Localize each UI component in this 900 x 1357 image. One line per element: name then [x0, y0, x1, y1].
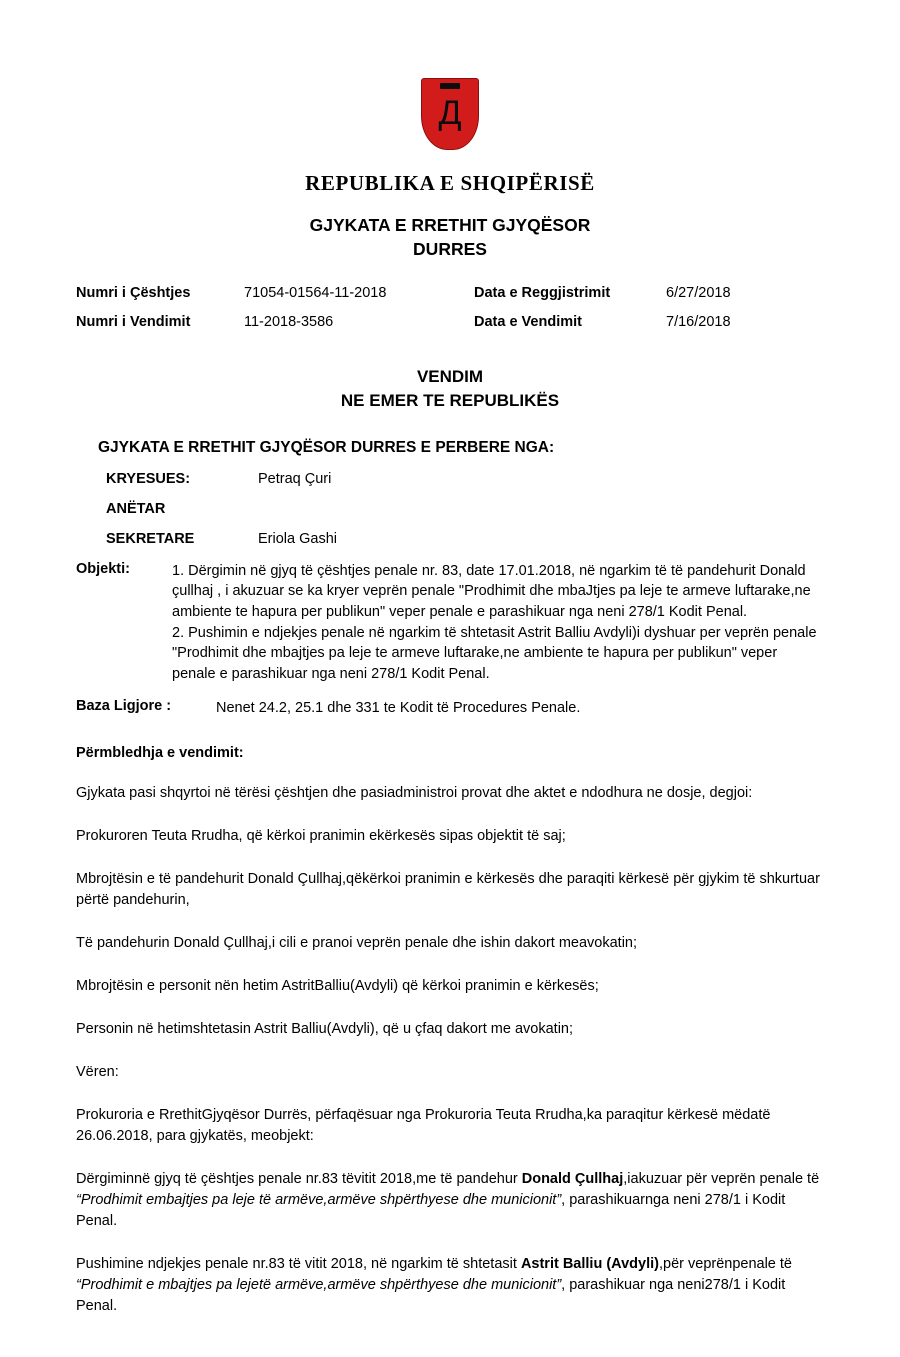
- veren-label: Vëren:: [76, 1064, 119, 1080]
- objekti-body: [172, 561, 824, 684]
- role-value: [258, 501, 824, 517]
- eagle-crown: [440, 83, 460, 89]
- decision-date-label: Data e Vendimit: [474, 314, 582, 331]
- double-headed-eagle-icon: Д: [438, 94, 462, 132]
- summary-paragraph-2: Prokuroren Teuta Rrudha, që kërkoi pranimin ekërkesës sipas objektit të saj;: [76, 827, 566, 844]
- baza-ligjore-row: [76, 698, 824, 719]
- defendant-name: Donald Çullhaj: [521, 1171, 624, 1188]
- panel-role-secretary: [106, 531, 824, 547]
- p9-part-c: ,për veprënpenale të: [658, 1256, 792, 1273]
- objekti-item-2: 2. Pushimin e ndjekjes penale në ngarkim të shtetasit Astrit Balliu Avdyli)i dyshuar per veprën penale "Prodhimit dhe mbajtjes pa leje te armeve luftarake,ne ambiente te hapura per publikun" veper penale e parashikuar nga neni 278/1 Kodit Penal.: [172, 624, 817, 682]
- summary-paragraph-8: [76, 1169, 824, 1232]
- baza-ligjore-label: Baza Ligjore :: [76, 698, 172, 715]
- summary-paragraph-5: Mbrojtësin e personit nën hetim AstritBalliu(Avdyli) që kërkoi pranimin e kërkesës;: [76, 977, 599, 994]
- summary-paragraph-3: Mbrojtësin e të pandehurit Donald Çullhaj,qëkërkoi pranimin e kërkesës dhe paraqiti kërkesë për gjykim të shkurtuar përtë pandehurin,: [76, 870, 820, 908]
- court-name: [76, 214, 824, 261]
- p8-part-c: ,iakuzuar për veprën penale të: [623, 1171, 820, 1188]
- objekti-label: Objekti:: [76, 560, 130, 577]
- role-value: Eriola Gashi: [258, 530, 337, 547]
- p9-part-a: Pushimine ndjekjes penale nr.83 të vitit 2018, në ngarkim të shtetasit: [76, 1256, 521, 1273]
- case-number-value: 71054-01564-11-2018: [244, 285, 387, 302]
- summary-paragraph-4: Të pandehurin Donald Çullhaj,i cili e pranoi veprën penale dhe ishin dakort meavokatin;: [76, 934, 638, 951]
- p9-part-e: , parashikuar nga neni278/1 i Kodit Penal.: [76, 1277, 786, 1315]
- case-meta-table: [76, 281, 824, 339]
- table-row: [76, 310, 824, 339]
- registration-date-label: Data e Reggjistrimit: [474, 285, 611, 302]
- decision-title-line2: NE EMER TE REPUBLIKËS: [340, 391, 560, 411]
- role-label: ANËTAR: [106, 500, 166, 517]
- summary-heading: Përmbledhja e vendimit:: [76, 744, 244, 761]
- decision-number-value: 11-2018-3586: [244, 314, 334, 331]
- role-value: Petraq Çuri: [258, 470, 332, 487]
- summary-body: [76, 783, 824, 1317]
- court-name-line1: GJYKATA E RRETHIT GJYQËSOR: [309, 215, 591, 235]
- objekti-row: [76, 561, 824, 684]
- decision-title: [76, 365, 824, 413]
- decision-date-value: 7/16/2018: [666, 314, 731, 331]
- objekti-item-1: 1. Dërgimin në gjyq të çështjes penale nr. 83, date 17.01.2018, në ngarkim të të pandehurit Donald çullhaj , i akuzuar se ka kryer veprën penale "Prodhimit dhe mbaJtjes pa leje te armeve luftarake,ne ambiente te hapura per publikun" veper penale e parashikuar nga neni 278/1 Kodit Penal.: [172, 562, 811, 620]
- panel-heading: GJYKATA E RRETHIT GJYQËSOR DURRES E PERBERE NGA:: [98, 438, 555, 456]
- p8-part-a: Dërgiminnë gjyq të çështjes penale nr.83 tëvitit 2018,me të pandehur: [76, 1171, 522, 1188]
- summary-paragraph-7: Prokuroria e RrethitGjyqësor Durrës, përfaqësuar nga Prokuroria Teuta Rrudha,ka paraqitur kërkesë mëdatë 26.06.2018, para gjykatës, meobjekt:: [76, 1107, 771, 1145]
- summary-paragraph-6: Personin në hetimshtetasin Astrit Balliu(Avdyli), që u çfaq dakort me avokatin;: [76, 1020, 574, 1037]
- panel-role-member: [106, 501, 824, 517]
- offence-quote: “Prodhimit embajtjes pa leje të armëve,armëve shpërthyese dhe municionit”: [76, 1192, 562, 1209]
- case-number-label: Numri i Çështjes: [76, 285, 191, 302]
- coat-of-arms-container: [76, 78, 824, 155]
- summary-paragraph-1: Gjykata pasi shqyrtoi në tërësi çështjen dhe pasiadministroi provat dhe aktet e ndodhura ne dosje, degjoi:: [76, 784, 753, 801]
- summary-paragraph-9: [76, 1254, 824, 1317]
- decision-title-line1: VENDIM: [416, 367, 484, 387]
- p8-part-e: , parashikuarnga neni 278/1 i Kodit Penal.: [76, 1192, 786, 1230]
- table-row: [76, 281, 824, 310]
- offence-quote: “Prodhimit e mbajtjes pa lejetë armëve,armëve shpërthyese dhe municionit”: [76, 1277, 562, 1294]
- role-label: KRYESUES:: [106, 470, 191, 487]
- decision-number-label: Numri i Vendimit: [76, 314, 191, 331]
- albania-coat-of-arms-icon: [421, 78, 479, 150]
- court-name-line2: DURRES: [413, 238, 487, 259]
- republic-title: REPUBLIKA E SHQIPËRISË: [305, 171, 595, 195]
- panel-role-chairman: [106, 471, 824, 487]
- person-under-investigation-name: Astrit Balliu (Avdyli): [520, 1256, 659, 1273]
- role-label: SEKRETARE: [106, 530, 195, 547]
- registration-date-value: 6/27/2018: [666, 285, 731, 302]
- baza-ligjore-value: Nenet 24.2, 25.1 dhe 331 te Kodit të Procedures Penale.: [216, 700, 581, 717]
